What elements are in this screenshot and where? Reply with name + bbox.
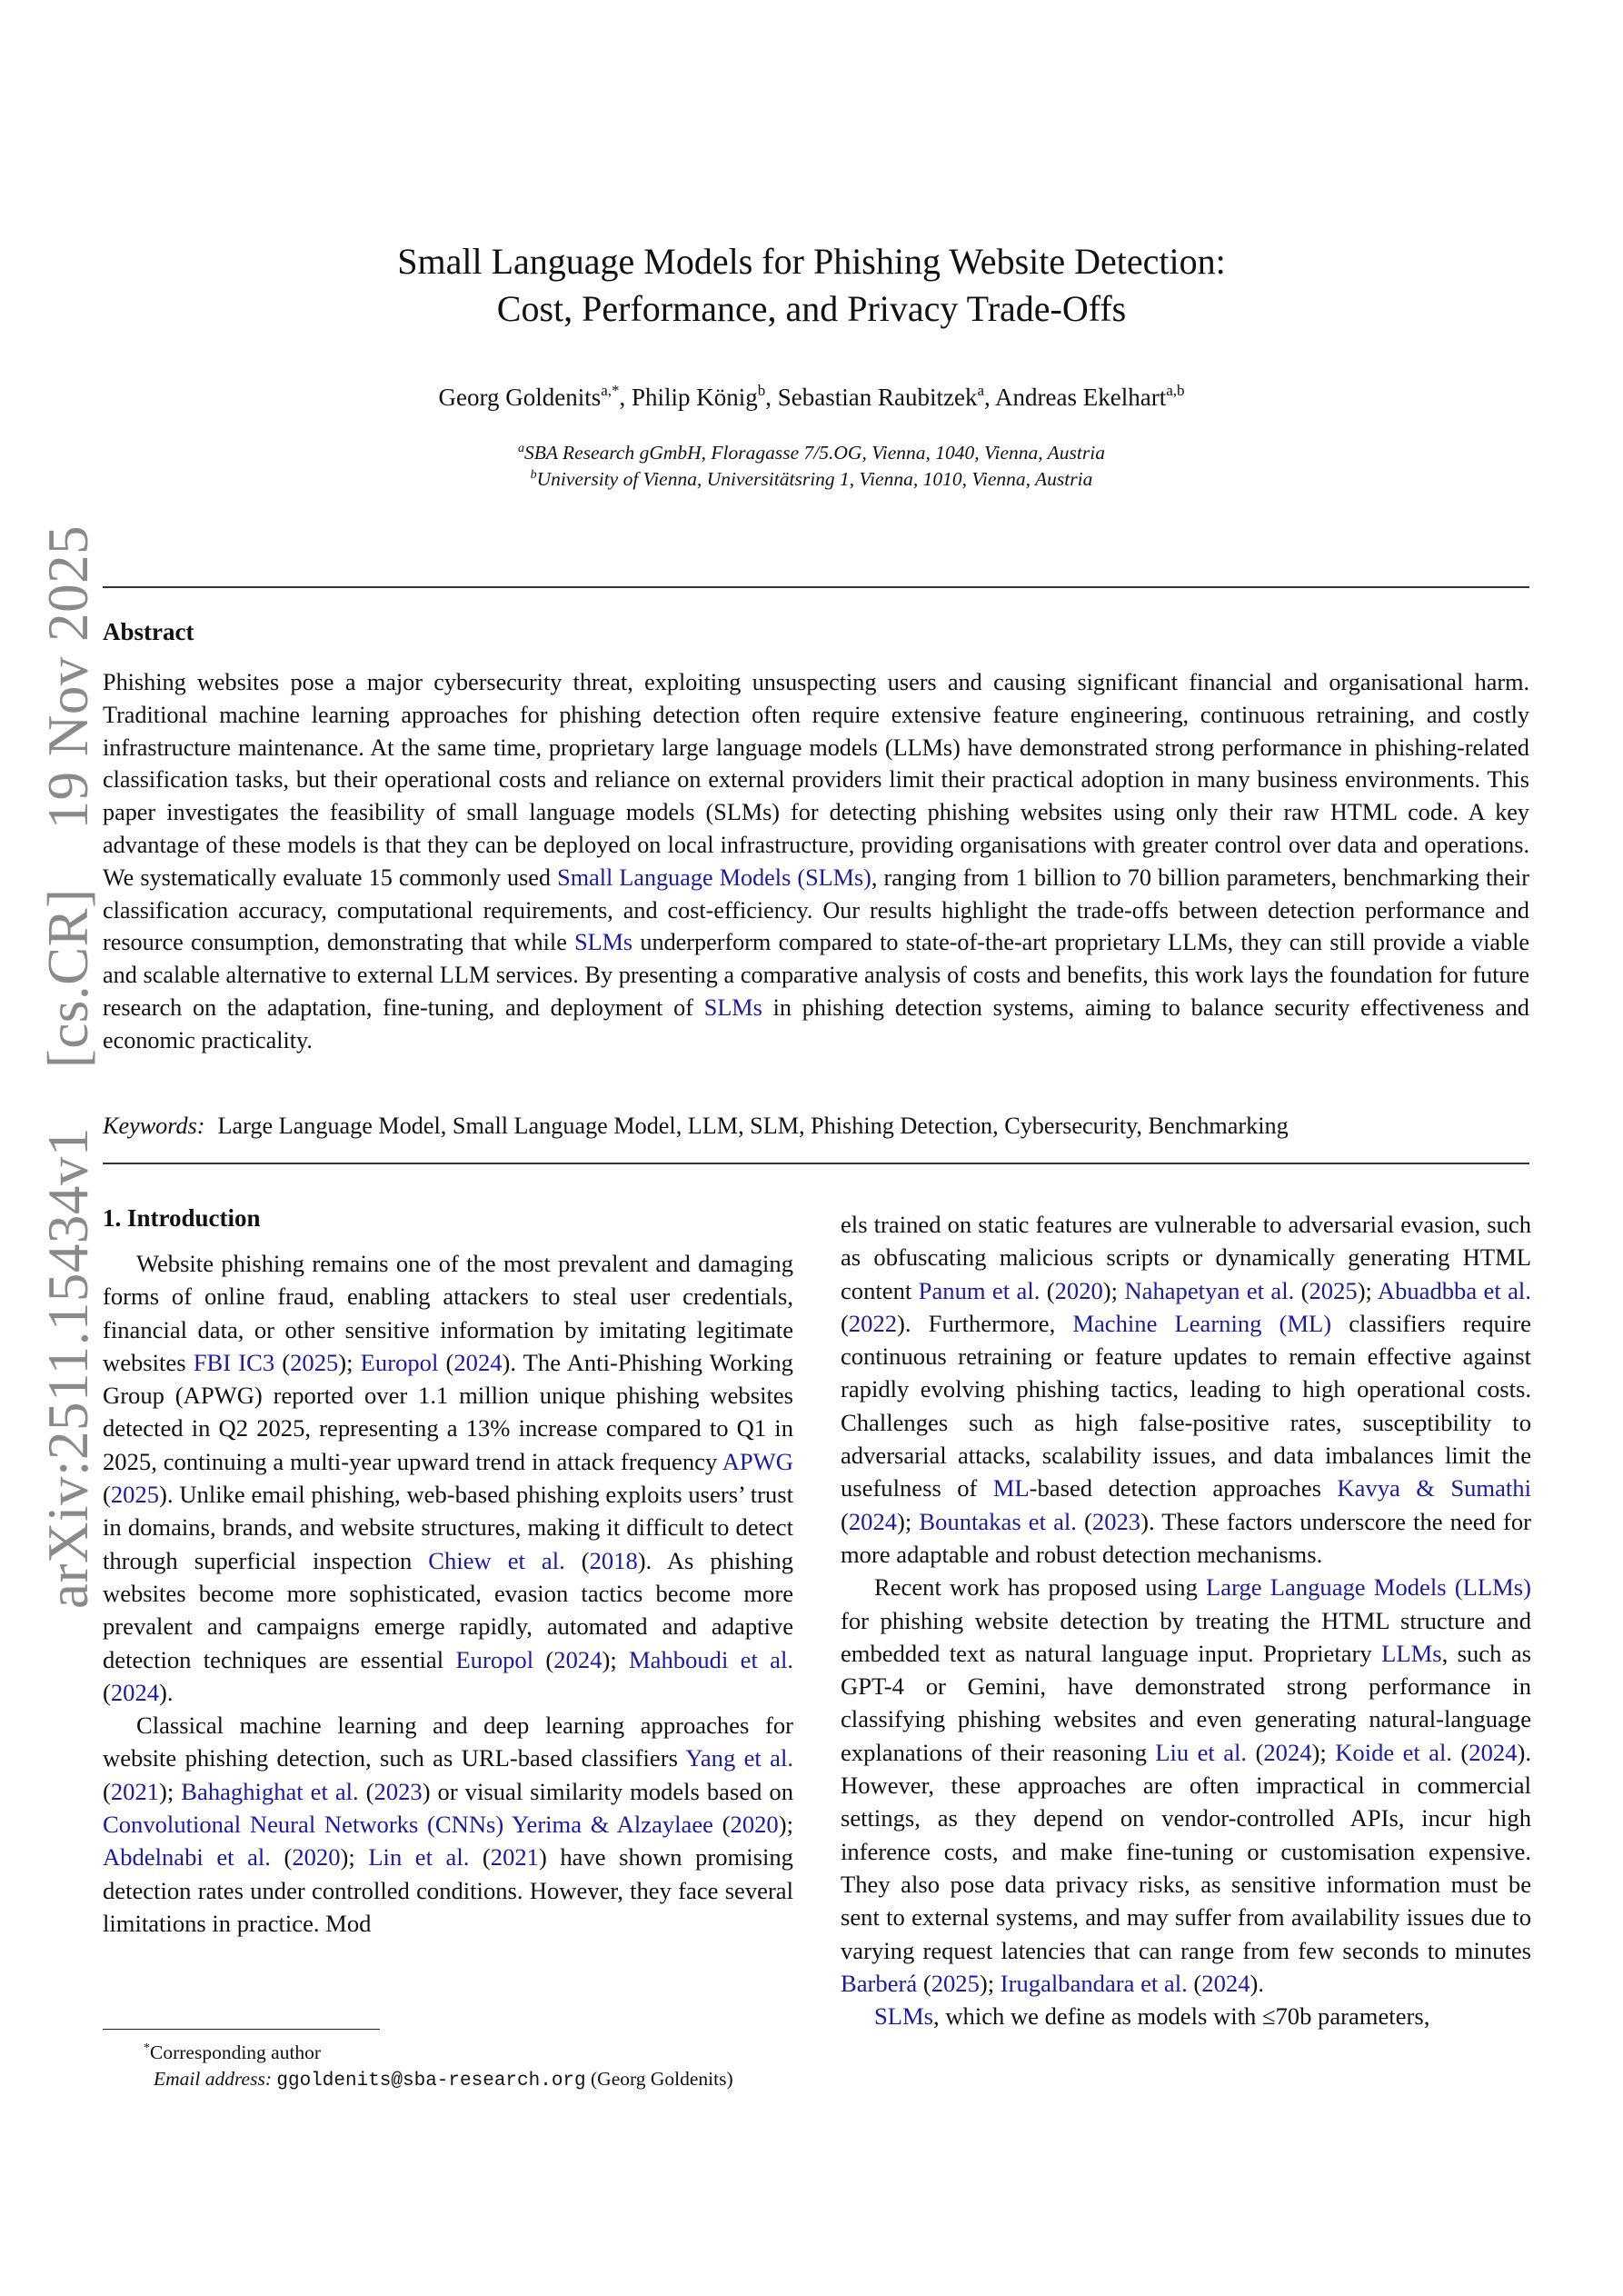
author-name: Sebastian Raubitzek	[777, 384, 978, 411]
abstract-bottom-rule	[103, 1163, 1529, 1164]
author-separator: ,	[984, 384, 996, 411]
citation-link[interactable]: Europol	[455, 1645, 534, 1673]
text-run: );	[340, 1843, 369, 1872]
section-heading-introduction: 1. Introduction	[103, 1204, 261, 1232]
citation-link[interactable]: Panum et al.	[918, 1276, 1041, 1304]
citation-link[interactable]: Barberá	[841, 1969, 918, 1997]
citation-link[interactable]: Machine Learning (ML)	[1072, 1309, 1332, 1337]
text-run: underperform compared to state-of-the-art proprietary LLMs, they can still provide a viable and scalable alternative to external LLM services. By presenting a comparative analysis of costs and benefits, this work lays the foundation for future research on the adaptation, fine-tuning, and deployment of	[103, 929, 1529, 1021]
text-run: for phishing website detection by treating the HTML structure and embedded text as natural language input. Proprietary	[841, 1606, 1531, 1667]
text-run: ). The Anti-Phishing Working Group (APWG) reported over 1.1 million unique phishing websites detected in Q2 2025, representing a 13% increase compared to Q1 in 2025, continuing a multi-year upward trend in attack frequency	[103, 1348, 793, 1475]
text-run: ).	[1250, 1969, 1264, 1997]
citation-link[interactable]: Yerima & Alzaylaee	[511, 1811, 713, 1839]
citation-link[interactable]: 2024	[453, 1348, 503, 1376]
text-run: (	[564, 1546, 590, 1574]
text-run: (	[103, 1481, 111, 1509]
citation-link[interactable]: 2023	[373, 1777, 423, 1805]
text-run: (	[469, 1843, 491, 1872]
text-run: els trained on static features are vulnerable to adversarial evasion, such as obfuscating malicious scripts or dynamically generating HTML content	[841, 1211, 1531, 1304]
email-owner: (Georg Goldenits)	[591, 2068, 733, 2090]
citation-link[interactable]: 2020	[292, 1843, 341, 1872]
citation-link[interactable]: 2020	[1054, 1276, 1103, 1304]
text-run: in phishing detection systems, aiming to balance security effectiveness and economic practicality.	[103, 993, 1530, 1053]
keywords	[103, 1111, 1529, 1142]
citation-link[interactable]: FBI IC3	[193, 1348, 275, 1376]
author-separator: ,	[765, 384, 778, 411]
text-run: ) have shown promising detection rates under controlled conditions. However, they face several limitations in practice. Mod	[103, 1843, 793, 1937]
text-run: , such as GPT-4 or Gemini, have demonstrated strong performance in classifying phishing websites and even generating natural-language explanations of their reasoning	[841, 1639, 1531, 1766]
text-run: , which we define as models with ≤70b parameters,	[933, 2002, 1430, 2031]
footnote-mark: *	[144, 2041, 150, 2055]
citation-link[interactable]: 2025	[110, 1481, 160, 1509]
text-run: (	[1076, 1507, 1092, 1535]
text-run: (	[358, 1777, 374, 1805]
abstract-top-rule	[103, 586, 1529, 588]
citation-link[interactable]: Koide et al.	[1335, 1738, 1453, 1766]
citation-link[interactable]: 2024	[1263, 1738, 1312, 1766]
citation-link[interactable]: Yang et al.	[685, 1744, 793, 1772]
text-run: );	[338, 1348, 361, 1376]
text-run: );	[602, 1645, 630, 1673]
citation-link[interactable]: 2020	[730, 1811, 779, 1839]
text-run: (	[1187, 1969, 1202, 1997]
text-run: );	[1102, 1276, 1125, 1304]
citation-link[interactable]: 2021	[490, 1843, 539, 1872]
citation-link[interactable]: Mahboudi et al.	[629, 1645, 793, 1673]
citation-link[interactable]: Abuadbba et al.	[1377, 1276, 1531, 1304]
title-line-1: Small Language Models for Phishing Website Detection:	[397, 241, 1226, 282]
arxiv-stamp	[36, 524, 100, 1609]
arxiv-category: [cs.CR]	[36, 888, 100, 1069]
citation-link[interactable]: SLMs	[874, 2002, 934, 2031]
text-run: );	[778, 1811, 793, 1839]
citation-link[interactable]: 2023	[1091, 1507, 1141, 1535]
paragraph	[841, 1571, 1531, 2000]
text-run: , ranging from 1 billion to 70 billion parameters, benchmarking their classification accuracy, computational requirements, and cost-efficiency. Our results highlight the trade-offs between detection performance and resource consumption, demonstrating that while	[103, 863, 1529, 956]
text-run: ) or visual similarity models based on	[422, 1777, 793, 1805]
citation-link[interactable]: Europol	[360, 1348, 439, 1376]
affiliation	[0, 466, 1623, 493]
affiliation-text: University of Vienna, Universitätsring 1, Vienna, 1010, Vienna, Austria	[536, 468, 1093, 490]
affiliation-mark: b	[530, 468, 537, 482]
citation-link[interactable]: 2024	[1201, 1969, 1250, 1997]
citation-link[interactable]: LLMs	[1381, 1639, 1442, 1667]
text-run: ). These factors underscore the need for more adaptable and robust detection mechanisms.	[841, 1507, 1531, 1568]
affiliation	[0, 440, 1623, 466]
text-run: -based detection approaches	[1029, 1474, 1338, 1502]
right-column	[841, 1208, 1531, 2032]
footnote-email	[103, 2066, 793, 2094]
citation-link[interactable]: APWG	[722, 1447, 793, 1475]
citation-link[interactable]: 2024	[553, 1645, 602, 1673]
citation-link[interactable]: 2025	[931, 1969, 980, 1997]
citation-link[interactable]: SLMs	[703, 993, 762, 1021]
citation-link[interactable]: Kavya & Sumathi	[1337, 1474, 1531, 1502]
text-run: (	[841, 1309, 849, 1337]
text-run: ). As phishing websites become more sophisticated, evasion tactics become more prevalent and campaigns emerge rapidly, automated and adaptive detection techniques are essential	[103, 1546, 793, 1673]
text-run: );	[979, 1969, 1001, 1997]
text-run: (	[841, 1507, 849, 1535]
author-list	[0, 382, 1623, 413]
citation-link[interactable]: 2021	[110, 1777, 160, 1805]
citation-link[interactable]: 2024	[1469, 1738, 1518, 1766]
text-run: Website phishing remains one of the most prevalent and damaging forms of online fraud, enabling attackers to steal user credentials, financial data, or other sensitive information by imitating legitimate websites	[103, 1250, 793, 1376]
citation-link[interactable]: Bahaghighat et al.	[181, 1777, 359, 1805]
text-run: Recent work has proposed using	[874, 1573, 1207, 1602]
citation-link[interactable]: 2024	[110, 1678, 160, 1706]
citation-link[interactable]: ML	[992, 1474, 1030, 1502]
paragraph	[841, 2000, 1531, 2032]
text-run: Phishing websites pose a major cybersecurity threat, exploiting unsuspecting users and causing significant financial and organisational harm. Traditional machine learning approaches for phishing detection often require extensive feature engineering, continuous retraining, and costly infrastructure maintenance. At the same time, proprietary large language models (LLMs) have demonstrated strong performance in phishing-related classification tasks, but their operational costs and reliance on external providers limit their practical adoption in many business environments. This paper investigates the feasibility of small language models (SLMs) for detecting phishing websites using only their raw HTML code. A key advantage of these models is that they can be deployed on local infrastructure, providing organisations with greater control over data and operations. We systematically evaluate 15 commonly used	[103, 669, 1529, 891]
keywords-label: Keywords:	[103, 1113, 205, 1139]
left-column	[103, 1202, 793, 1940]
arxiv-id[interactable]: arXiv:2511.15434v1	[36, 1127, 100, 1609]
footnote-rule	[103, 2029, 380, 2030]
text-run: Classical machine learning and deep learning approaches for website phishing detection, such as URL-based classifiers	[103, 1712, 793, 1772]
text-run: (	[917, 1969, 931, 1997]
abstract-body	[103, 666, 1529, 1057]
author-name: Philip König	[632, 384, 758, 411]
text-run: (	[1247, 1738, 1264, 1766]
text-run: ).	[159, 1678, 174, 1706]
text-run: );	[159, 1777, 182, 1805]
citation-link[interactable]: 2018	[589, 1546, 638, 1574]
text-run: (	[1452, 1738, 1469, 1766]
citation-link[interactable]: Small Language Models (SLMs)	[557, 863, 871, 891]
text-run: ). Unlike email phishing, web-based phishing exploits users’ trust in domains, brands, and website structures, making it difficult to detect through superficial inspection	[103, 1481, 793, 1574]
footnotes	[103, 2040, 793, 2094]
text-run: ). However, these approaches are often impractical in commercial settings, as they depend on vendor-controlled APIs, incur high inference costs, and make fine-tuning or customisation expensive. They also pose data privacy risks, as sensitive information must be sent to external systems, and may suffer from availability issues due to varying request latencies that can range from few seconds to minutes	[841, 1738, 1531, 1964]
citation-link[interactable]: Liu et al.	[1155, 1738, 1248, 1766]
citation-link[interactable]: 2022	[848, 1309, 898, 1337]
text-run: (	[103, 1777, 111, 1805]
affiliation-mark: a	[518, 442, 525, 455]
text-run: (	[1040, 1276, 1055, 1304]
text-run: (	[438, 1348, 454, 1376]
author-affiliation-mark: a	[977, 382, 985, 399]
author-separator: ,	[619, 384, 632, 411]
text-run: (	[103, 1678, 111, 1706]
text-run: ). Furthermore,	[897, 1309, 1073, 1337]
citation-link[interactable]: SLMs	[574, 929, 633, 956]
footnote-corresponding-text: Corresponding author	[150, 2041, 322, 2063]
author-name: Andreas Ekelhart	[995, 384, 1167, 411]
text-run: (	[533, 1645, 554, 1673]
email-address[interactable]: ggoldenits@sba-research.org	[276, 2071, 586, 2091]
citation-link[interactable]: Irugalbandara et al.	[1000, 1969, 1188, 1997]
citation-link[interactable]: Lin et al.	[368, 1843, 470, 1872]
title-line-2: Cost, Performance, and Privacy Trade-Offs	[496, 288, 1127, 329]
citation-link[interactable]: 2025	[1309, 1276, 1358, 1304]
text-run: (	[712, 1811, 731, 1839]
footnote-corresponding	[103, 2040, 793, 2066]
paper-title	[0, 238, 1623, 333]
text-run: (	[274, 1348, 291, 1376]
author-affiliation-mark: a,*	[601, 382, 620, 399]
text-run: );	[1357, 1276, 1378, 1304]
citation-link[interactable]: Convolutional Neural Networks (CNNs)	[103, 1811, 504, 1839]
text-run: (	[270, 1843, 293, 1872]
abstract-heading: Abstract	[103, 618, 194, 645]
author-affiliation-mark: a,b	[1166, 382, 1185, 399]
citation-link[interactable]: Large Language Models (LLMs)	[1206, 1573, 1531, 1602]
citation-link[interactable]: Bountakas et al.	[919, 1507, 1077, 1535]
author-affiliation-mark: b	[757, 382, 766, 399]
text-run	[503, 1811, 512, 1838]
text-run: classifiers require continuous retraining or feature updates to remain effective against rapidly evolving phishing tactics, leading to high operational costs. Challenges such as high false-positive rates, susceptibility to adversarial attacks, scalability issues, and data imbalances limit the usefulness of	[841, 1309, 1531, 1502]
paragraph	[841, 1208, 1531, 1571]
citation-link[interactable]: Chiew et al.	[428, 1546, 565, 1574]
author-name: Georg Goldenits	[438, 384, 602, 411]
citation-link[interactable]: Nahapetyan et al.	[1124, 1276, 1295, 1304]
text-run: );	[897, 1507, 920, 1535]
paragraph	[103, 1247, 793, 1709]
email-label: Email address:	[154, 2068, 272, 2090]
text-run: (	[1294, 1276, 1309, 1304]
text-run: );	[1311, 1738, 1336, 1766]
arxiv-date: 19 Nov 2025	[36, 524, 100, 830]
citation-link[interactable]: 2025	[290, 1348, 339, 1376]
keywords-list: Large Language Model, Small Language Model, LLM, SLM, Phishing Detection, Cybersecurity, Benchmarking	[217, 1113, 1289, 1139]
affiliations	[0, 440, 1623, 493]
citation-link[interactable]: Abdelnabi et al.	[103, 1843, 271, 1872]
citation-link[interactable]: 2024	[848, 1507, 898, 1535]
affiliation-text: SBA Research gGmbH, Floragasse 7/5.OG, Vienna, 1040, Vienna, Austria	[524, 442, 1105, 464]
paragraph	[103, 1709, 793, 1940]
